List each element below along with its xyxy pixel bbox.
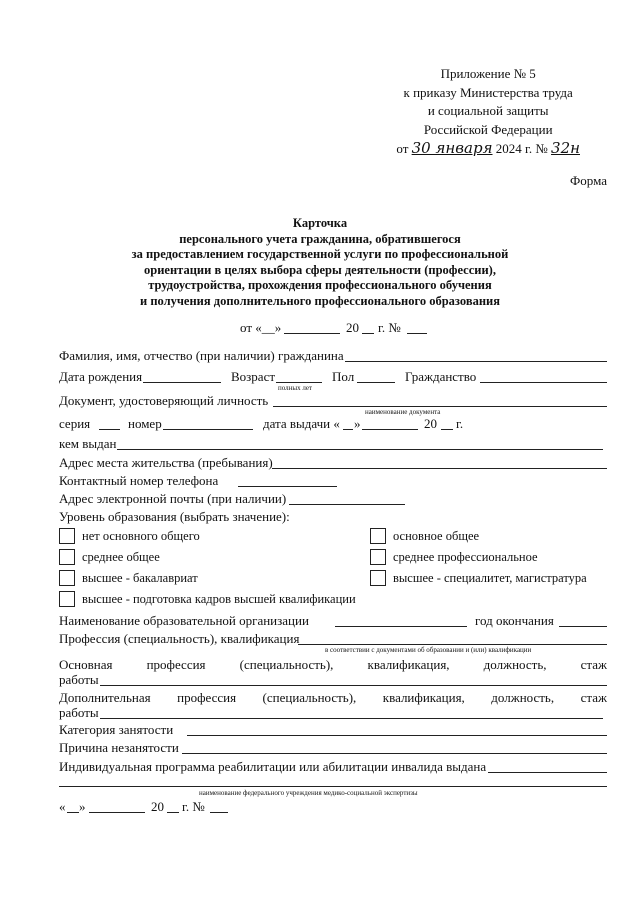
option-secondary: среднее общее — [82, 550, 160, 564]
option-basic: основное общее — [393, 529, 480, 543]
option-bachelor: высшее - бакалавриат — [82, 571, 198, 585]
rehab-program-label: Индивидуальная программа реабилитации или абилитации инвалида выдана — [59, 759, 487, 774]
fio-field[interactable] — [345, 361, 607, 362]
employment-category-label: Категория занятости — [59, 722, 174, 737]
graduation-year-label: год окончания — [475, 613, 554, 628]
edu-institution-field[interactable] — [335, 626, 467, 627]
citizenship-label: Гражданство — [405, 369, 477, 384]
phone-field[interactable] — [238, 486, 337, 487]
option-higher-qual: высшее - подготовка кадров высшей квалификации — [82, 592, 356, 606]
issue-g-label: г. — [456, 416, 464, 431]
number-field[interactable] — [163, 429, 253, 430]
issue-month-field[interactable] — [362, 429, 418, 430]
birth-date-field[interactable] — [143, 382, 221, 383]
unemployment-reason-label: Причина незанятости — [59, 740, 179, 755]
identity-doc-label: Документ, удостоверяющий личность — [59, 393, 269, 408]
doc-name-hint: наименование документа — [365, 408, 441, 416]
issue-date-label: дата выдачи « — [263, 416, 340, 431]
card-date-month-line[interactable] — [284, 333, 340, 334]
main-work-cont: работы — [59, 672, 99, 687]
final-year-label: 20 — [151, 799, 164, 814]
birth-date-label: Дата рождения — [59, 369, 143, 384]
final-number-field[interactable] — [210, 812, 228, 813]
number-label: номер — [128, 416, 162, 431]
address-label: Адрес места жительства (пребывания) — [59, 455, 273, 470]
appendix-header — [396, 65, 580, 159]
rehab-program-field[interactable] — [488, 772, 607, 773]
education-level-label: Уровень образования (выбрать значение): — [59, 509, 290, 524]
card-date-from: от «__» — [240, 320, 282, 335]
gender-label: Пол — [332, 369, 355, 384]
form-label: Форма — [570, 173, 607, 188]
issued-by-label: кем выдан — [59, 436, 117, 451]
graduation-year-field[interactable] — [559, 626, 607, 627]
card-date-year-line[interactable] — [362, 333, 374, 334]
card-number-line[interactable] — [407, 333, 427, 334]
appendix-ministry: и социальной защиты — [427, 103, 549, 118]
checkbox-secondary-prof[interactable] — [370, 549, 386, 565]
rehab-program-field-2[interactable] — [59, 786, 607, 787]
main-work-label: Основная профессия (специальность), квалификация, должность, стаж — [59, 657, 607, 672]
issue-year-label: 20 — [424, 416, 437, 431]
appendix-date-line: от 30 января 2024 г. № 32н — [396, 139, 580, 157]
checkbox-higher-qual[interactable] — [59, 591, 75, 607]
profession-field[interactable] — [298, 644, 607, 645]
final-day-field[interactable] — [67, 812, 79, 813]
email-field[interactable] — [289, 504, 405, 505]
citizenship-field[interactable] — [480, 382, 607, 383]
handwritten-number: 32н — [551, 139, 580, 157]
appendix-country: Российской Федерации — [423, 121, 553, 137]
profession-hint: в соответствии с документами об образовании и (или) квалификации — [325, 646, 532, 654]
card-date-number-label: г. № — [378, 320, 401, 335]
address-field[interactable] — [272, 468, 607, 469]
option-no-basic: нет основного общего — [82, 529, 200, 543]
additional-work-field[interactable] — [100, 718, 603, 719]
email-label: Адрес электронной почты (при наличии) — [59, 491, 287, 506]
identity-doc-field[interactable] — [273, 406, 607, 407]
final-number-label: г. № — [182, 799, 205, 814]
option-specialist: высшее - специалитет, магистратура — [393, 571, 587, 585]
phone-label: Контактный номер телефона — [59, 473, 219, 488]
employment-category-field[interactable] — [187, 735, 607, 736]
final-month-field[interactable] — [89, 812, 145, 813]
additional-work-label: Дополнительная профессия (специальность), квалификация, должность, стаж — [59, 690, 607, 705]
checkbox-secondary[interactable] — [59, 549, 75, 565]
issue-date-close: » — [354, 416, 361, 431]
final-year-field[interactable] — [167, 812, 179, 813]
option-secondary-prof: среднее профессиональное — [393, 550, 538, 564]
final-date-close: » — [79, 799, 86, 814]
unemployment-reason-field[interactable] — [182, 753, 607, 754]
series-label: серия — [59, 416, 91, 431]
profession-label: Профессия (специальность), квалификация — [59, 631, 300, 646]
checkbox-bachelor[interactable] — [59, 570, 75, 586]
age-field[interactable] — [276, 382, 322, 383]
age-hint: полных лет — [278, 384, 313, 392]
rehab-hint: наименование федерального учреждения медико-социальной экспертизы — [199, 789, 418, 797]
final-date-open: « — [59, 799, 66, 814]
checkbox-basic[interactable] — [370, 528, 386, 544]
issue-year-field[interactable] — [441, 429, 453, 430]
handwritten-date: 30 января — [411, 139, 493, 157]
edu-institution-label: Наименование образовательной организации — [59, 613, 309, 628]
checkbox-no-basic[interactable] — [59, 528, 75, 544]
main-work-field[interactable] — [100, 685, 607, 686]
appendix-order: к приказу Министерства труда — [403, 84, 573, 100]
appendix-number: Приложение № 5 — [440, 66, 536, 81]
card-title: Карточка персонального учета гражданина, обратившегося за предоставлением государственной услуги по профессиональной ориентации в целях выбора сферы деятельности (профессии), трудоустройства, прохождения профессионального обучения и получения дополнительного профессионального образования — [131, 216, 509, 308]
additional-work-cont: работы — [59, 705, 99, 720]
checkbox-specialist[interactable] — [370, 570, 386, 586]
age-label: Возраст — [231, 369, 276, 384]
issued-by-field[interactable] — [117, 449, 603, 450]
series-field[interactable] — [99, 429, 120, 430]
card-date-year: 20 — [346, 320, 359, 335]
gender-field[interactable] — [357, 382, 395, 383]
fio-label: Фамилия, имя, отчество (при наличии) гражданина — [59, 348, 344, 363]
issue-day-field[interactable] — [343, 429, 353, 430]
